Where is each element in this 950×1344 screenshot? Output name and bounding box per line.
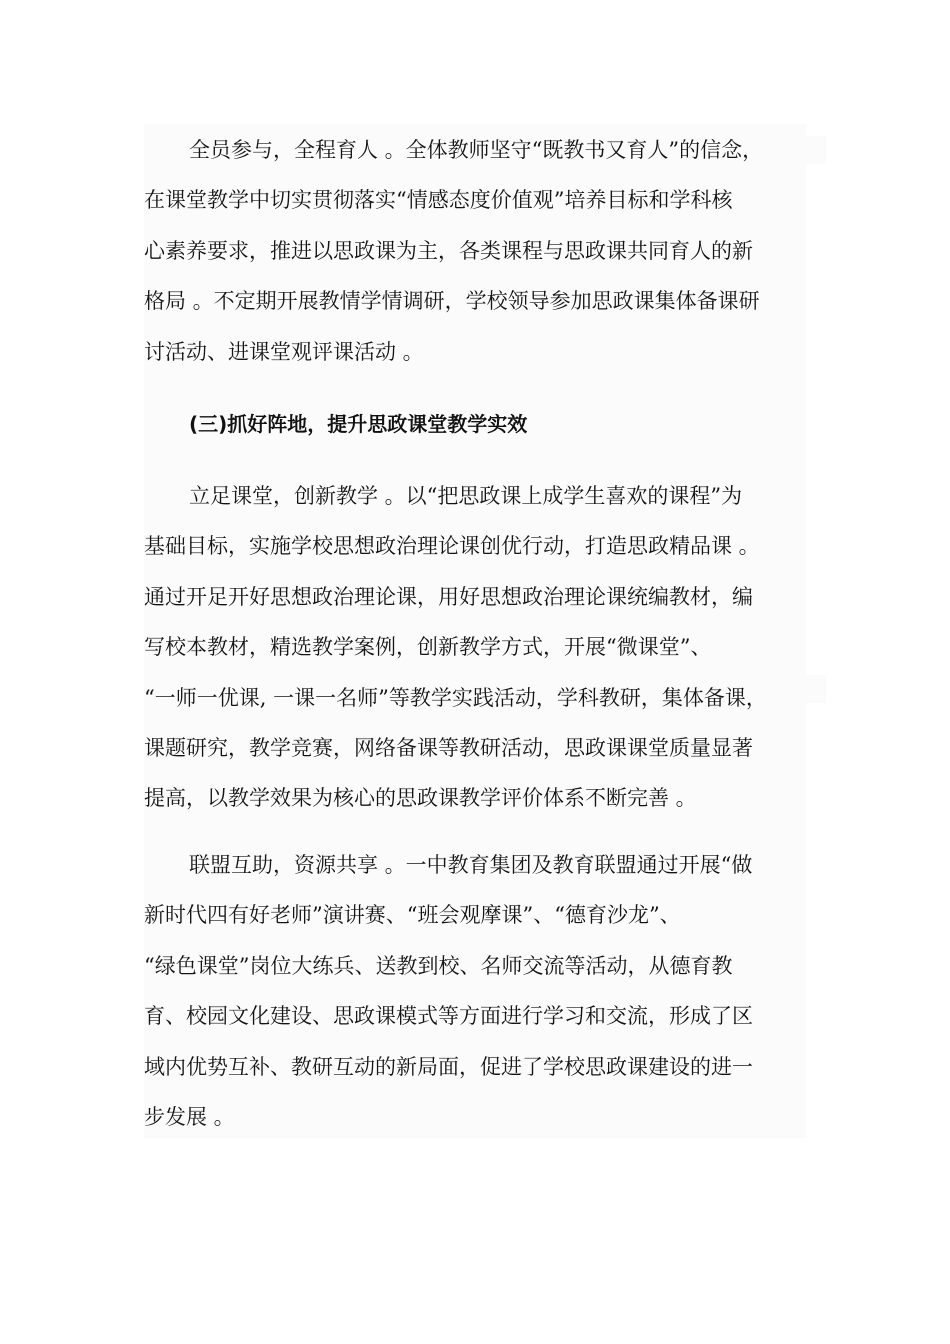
paragraph-3 bbox=[144, 840, 844, 1142]
paragraph-1 bbox=[144, 125, 844, 377]
background-extension bbox=[806, 136, 826, 164]
text-line: 域内优势互补、教研互动的新局面，促进了学校思政课建设的进一 bbox=[144, 1054, 753, 1079]
text-line: 提高，以教学效果为核心的思政课教学评价体系不断完善 。 bbox=[144, 786, 697, 811]
text-line: 在课堂教学中切实贯彻落实“情感态度价值观”培养目标和学科核 bbox=[144, 188, 733, 213]
text-line: 课题研究，教学竞赛，网络备课等教研活动，思政课课堂质量显著 bbox=[144, 735, 753, 760]
background-extension bbox=[806, 675, 826, 703]
text-line: 讨活动、进课堂观评课活动 。 bbox=[144, 339, 424, 364]
text-line: 联盟互助，资源共享 。一中教育集团及教育联盟通过开展“做 bbox=[189, 853, 753, 877]
document-body bbox=[144, 124, 806, 1138]
text-line: 通过开足开好思想政治理论课，用好思想政治理论课统编教材，编 bbox=[144, 584, 753, 609]
paragraph-2 bbox=[144, 471, 844, 824]
text-line: 基础目标，实施学校思想政治理论课创优行动，打造思政精品课 。 bbox=[144, 534, 760, 559]
text-line: 格局 。不定期开展教情学情调研，学校领导参加思政课集体备课研 bbox=[144, 289, 760, 314]
text-line: 心素养要求，推进以思政课为主，各类课程与思政课共同育人的新 bbox=[144, 238, 753, 263]
text-line: 新时代四有好老师”演讲赛、“班会观摩课”、“德育沙龙”、 bbox=[144, 903, 681, 928]
text-line: “绿色课堂”岗位大练兵、送教到校、名师交流等活动，从德育教 bbox=[144, 953, 733, 978]
text-line: 步发展 。 bbox=[144, 1104, 235, 1129]
section-heading: (三)抓好阵地，提升思政课堂教学实效 bbox=[189, 412, 528, 436]
text-line: 立足课堂，创新教学 。以“把思政课上成学生喜欢的课程”为 bbox=[189, 484, 743, 508]
text-line: 育、校园文化建设、思政课模式等方面进行学习和交流，形成了区 bbox=[144, 1004, 753, 1029]
text-line: “一师一优课, 一课一名师”等教学实践活动，学科教研，集体备课， bbox=[144, 685, 767, 710]
text-line: 写校本教材，精选教学案例，创新教学方式，开展“微课堂”、 bbox=[144, 635, 712, 660]
text-line: 全员参与，全程育人 。全体教师坚守“既教书又育人”的信念， bbox=[189, 138, 764, 162]
